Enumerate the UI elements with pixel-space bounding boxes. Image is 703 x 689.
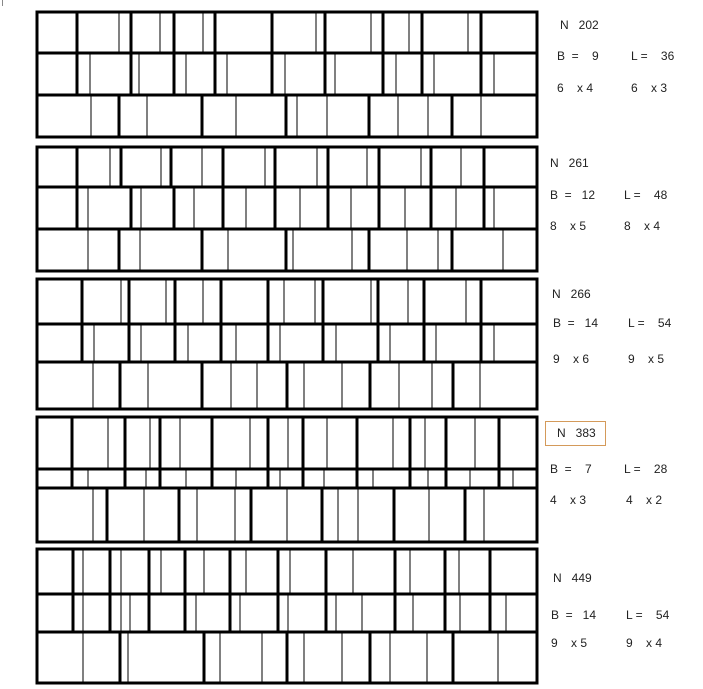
diagram-1-l: L = 36 <box>631 49 675 63</box>
diagram-4-n: N 383 <box>557 426 596 440</box>
diagram-1-b: B = 9 <box>557 49 599 63</box>
diagram-2-dims-b: 8 x 4 <box>624 219 661 233</box>
diagram-2-l: L = 48 <box>624 188 668 202</box>
diagram-3-dims-a: 9 x 6 <box>553 352 590 366</box>
diagram-4-dims-a: 4 x 3 <box>550 493 587 507</box>
diagram-3-b: B = 14 <box>553 316 599 330</box>
diagram-4-dims-b: 4 x 2 <box>626 493 663 507</box>
diagram-5-l: L = 54 <box>626 608 670 622</box>
diagram-4-b: B = 7 <box>550 462 592 476</box>
diagram-2-n: N 261 <box>550 156 589 170</box>
diagram-5-dims-b: 9 x 4 <box>626 636 663 650</box>
diagram-3-l: L = 54 <box>628 316 672 330</box>
diagram-5-dims-a: 9 x 5 <box>551 636 588 650</box>
diagram-5-n: N 449 <box>553 571 592 585</box>
diagram-3-n: N 266 <box>552 287 591 301</box>
diagram-2-dims-a: 8 x 5 <box>550 219 587 233</box>
diagram-1-n: N 202 <box>560 18 599 32</box>
diagram-1-dims-a: 6 x 4 <box>557 81 594 95</box>
diagram-1-dims-b: 6 x 3 <box>631 81 668 95</box>
diagram-5-b: B = 14 <box>551 608 597 622</box>
diagram-3-dims-b: 9 x 5 <box>628 352 665 366</box>
diagram-4-l: L = 28 <box>624 462 668 476</box>
diagram-2-b: B = 12 <box>550 188 596 202</box>
